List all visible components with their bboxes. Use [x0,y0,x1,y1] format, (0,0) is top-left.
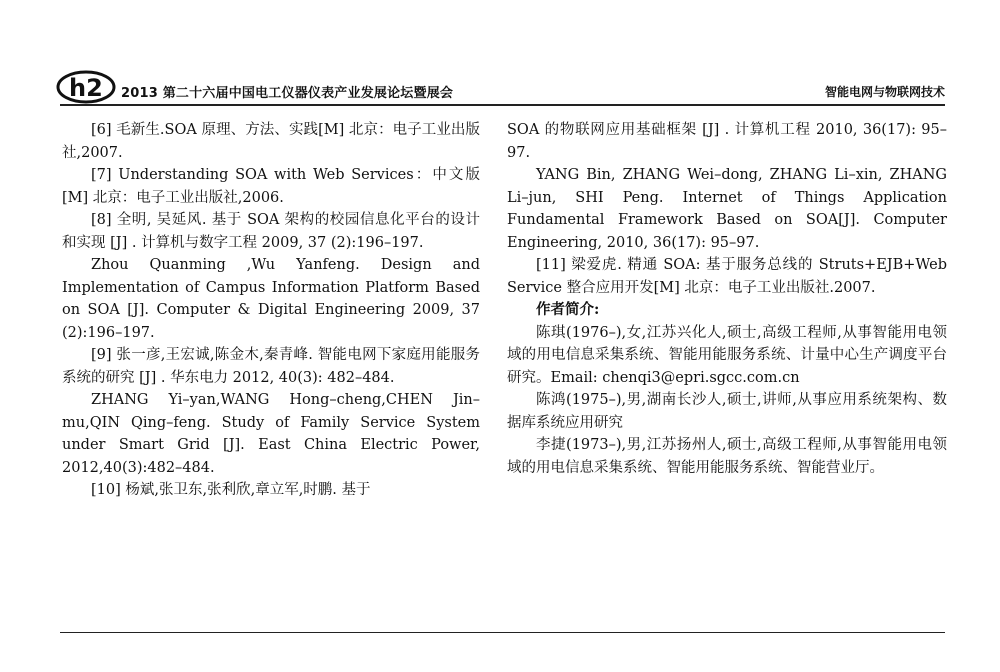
reference-10-english: YANG Bin, ZHANG Wei–dong, ZHANG Li–xin, ZHANG Li–jun, SHI Peng. Internet of Things Application Fundamental Framework Based on SOA[J]. Computer Engineering, 2010, 36(17): 95–97. [507,167,947,251]
reference-6: [6] 毛新生.SOA 原理、方法、实践[M] 北京：电子工业出版社,2007. [62,122,480,161]
left-column [62,119,480,502]
page-header [55,68,945,106]
svg-text:h2: h2 [69,74,103,102]
reference-10: [10] 杨斌,张卫东,张利欣,章立军,时鹏. 基于 [91,482,371,498]
author-bio-chen-qi: 陈琪(1976–),女,江苏兴化人,硕士,高级工程师,从事智能用电领域的用电信息采集系统、智能用能服务系统、计量中心生产调度平台研究。Email: chenqi3@epri.sgcc.com.cn [507,324,947,386]
reference-8-english: Zhou Quanming ,Wu Yanfeng. Design and Implementation of Campus Information Platform Based on SOA [J]. Computer & Digital Engineering 2009, 37 (2):196–197. [62,257,480,341]
author-bio-chen-hong: 陈鸿(1975–),男,湖南长沙人,硕士,讲师,从事应用系统架构、数据库系统应用研究 [507,392,947,431]
author-bio-heading: 作者简介: [536,301,600,318]
header-rule [60,104,945,106]
reference-7: [7] Understanding SOA with Web Services：中文版[M] 北京：电子工业出版社,2006. [62,167,480,206]
footer-rule [60,632,945,633]
conference-title: 2013 第二十六届中国电工仪器仪表产业发展论坛暨展会 [121,86,454,101]
reference-9: [9] 张一彦,王宏诚,陈金木,秦青峰. 智能电网下家庭用能服务系统的研究 [J] . 华东电力 2012, 40(3): 482–484. [62,347,480,386]
reference-10-continued: SOA 的物联网应用基础框架 [J] . 计算机工程 2010, 36(17): 95–97. [507,122,947,161]
author-bio-li-jie: 李捷(1973–),男,江苏扬州人,硕士,高级工程师,从事智能用电领域的用电信息采集系统、智能用能服务系统、智能营业厅。 [507,437,947,476]
conference-logo-icon [55,68,117,104]
reference-9-english: ZHANG Yi–yan,WANG Hong–cheng,CHEN Jin–mu,QIN Qing–feng. Study of Family Service System under Smart Grid [J]. East China Electric Power, 2012,40(3):482–484. [62,392,480,476]
right-column [507,119,947,479]
section-title: 智能电网与物联网技术 [824,85,945,99]
reference-8: [8] 全明, 吴延风. 基于 SOA 架构的校园信息化平台的设计和实现 [J] . 计算机与数字工程 2009, 37 (2):196–197. [62,212,480,251]
reference-11: [11] 梁爱虎. 精通 SOA: 基于服务总线的 Struts+EJB+Web Service 整合应用开发[M] 北京：电子工业出版社.2007. [507,257,947,296]
